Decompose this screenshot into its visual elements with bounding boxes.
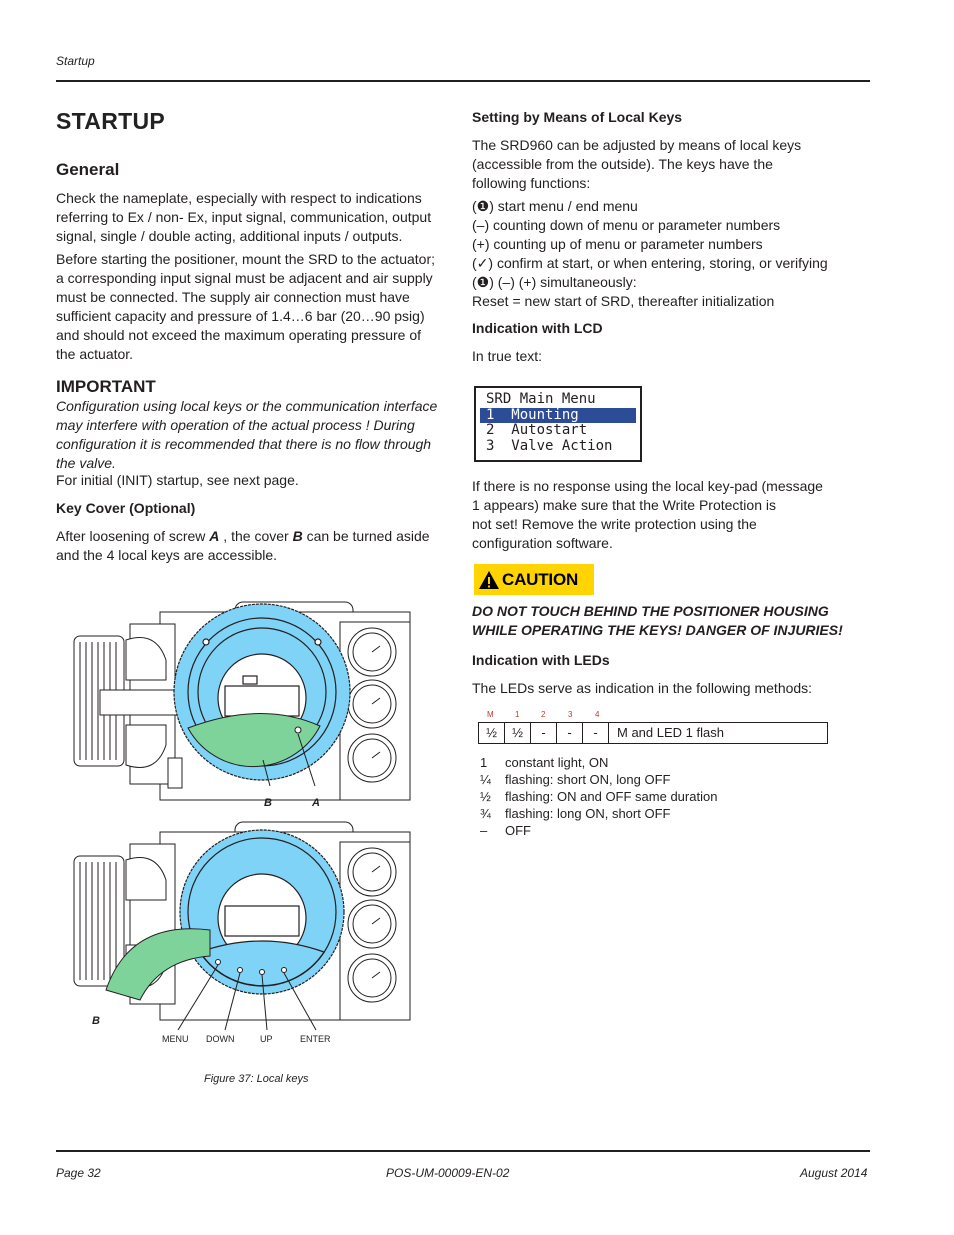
led-cell-m: ½: [479, 723, 505, 743]
page-number: Page 32: [56, 1166, 101, 1180]
lcd-after-text: If there is no response using the local key-pad (message 1 appears) make sure that the Write Protection is not set! Remove the write protection using the configuration software.: [472, 478, 823, 551]
important-heading: IMPORTANT: [56, 377, 156, 396]
lcd-heading: Indication with LCD: [472, 320, 603, 336]
led-legend: [480, 754, 717, 839]
running-header: Startup: [56, 54, 95, 68]
enter-key-icon: [282, 968, 287, 973]
led-header-2: 2: [541, 710, 546, 719]
local-keys-heading: Setting by Means of Local Keys: [472, 109, 683, 125]
general-heading: General: [56, 160, 120, 179]
led-cell-2: -: [531, 723, 557, 743]
key-cover-heading: Key Cover (Optional): [56, 500, 196, 516]
local-keys-intro: The SRD960 can be adjusted by means of local keys (accessible from the outside). The keys have the following functions:: [472, 137, 802, 191]
led-intro: The LEDs serve as indication in the following methods:: [472, 680, 813, 696]
lcd-line-valve-action: 3 Valve Action: [486, 437, 613, 454]
lcd-line-autostart: 2 Autostart: [486, 422, 588, 439]
label-b-top: B: [264, 797, 272, 809]
menu-key-icon: [216, 960, 221, 965]
legend-row: ¾ flashing: long ON, short OFF: [480, 806, 671, 821]
led-header-1: 1: [515, 710, 520, 719]
key-label-up: UP: [260, 1034, 273, 1044]
led-heading: Indication with LEDs: [472, 652, 610, 668]
document-id: POS-UM-00009-EN-02: [386, 1166, 510, 1180]
legend-row: ¼ flashing: short ON, long OFF: [480, 772, 671, 787]
init-note: For initial (INIT) startup, see next page.: [56, 472, 299, 488]
led-row-description: M and LED 1 flash: [617, 725, 724, 740]
led-state-table: [478, 722, 828, 744]
key-label-down: DOWN: [206, 1034, 235, 1044]
legend-row: 1 constant light, ON: [480, 755, 609, 770]
screw-a-icon: [295, 727, 301, 733]
figure-caption: Figure 37: Local keys: [204, 1073, 309, 1085]
general-paragraph-2: Before starting the positioner, mount the SRD to the actuator; a corresponding input signal must be adjacent and air supply must be connected. The supply air connection must have sufficient capacity and pressure of 1.4…6 bar (20…90 psig) and should not exceed the maximum operating pressure of the actuator.: [56, 251, 435, 362]
general-paragraph-1: Check the nameplate, especially with respect to indications referring to Ex / non- Ex, input signal, communication, output signal, single / double acting, additional inputs / outputs.: [56, 190, 432, 244]
header-rule: [56, 80, 870, 82]
led-header-m: M: [487, 710, 494, 719]
warning-triangle-icon: [478, 570, 500, 590]
legend-row: – OFF: [480, 823, 531, 838]
led-cell-1: ½: [505, 723, 531, 743]
page-title: STARTUP: [56, 108, 166, 134]
caution-banner: [474, 564, 594, 595]
key-functions-list: (❶) start menu / end menu (–) counting down of menu or parameter numbers (+) counting up of menu or parameter numbers (✓) confirm at start, or when entering, storing, or verifying (❶) (–) (+) simultaneously: Reset = new start of SRD, thereafter initialization: [472, 198, 828, 309]
caution-label: CAUTION: [502, 569, 579, 589]
publication-date: August 2014: [800, 1166, 868, 1180]
led-cell-4: -: [583, 723, 609, 743]
led-header-4: 4: [595, 710, 600, 719]
lcd-line-title: SRD Main Menu: [486, 391, 596, 407]
up-key-icon: [260, 970, 265, 975]
key-cover-paragraph: After loosening of screw A , the cover B can be turned aside and the 4 local keys are accessible.: [56, 528, 430, 563]
led-header-3: 3: [568, 710, 573, 719]
label-b-bottom: B: [92, 1015, 100, 1027]
label-a-top: A: [312, 797, 320, 809]
lcd-intro: In true text:: [472, 348, 543, 364]
legend-row: ½ flashing: ON and OFF same duration: [480, 789, 718, 804]
danger-warning: DO NOT TOUCH BEHIND THE POSITIONER HOUSING WHILE OPERATING THE KEYS! DANGER OF INJURIES!: [472, 603, 843, 638]
footer-rule: [56, 1150, 870, 1152]
lcd-display: [474, 386, 642, 462]
local-keys-figure: [60, 590, 460, 1050]
key-label-enter: ENTER: [300, 1034, 331, 1044]
down-key-icon: [238, 968, 243, 973]
important-text: Configuration using local keys or the communication interface may interfere with operation of the actual process ! During configuration it is recommended that there is no flow through the valve.: [56, 398, 438, 471]
led-cell-3: -: [557, 723, 583, 743]
key-label-menu: MENU: [162, 1034, 189, 1044]
lcd-line-mounting: 1 Mounting: [480, 408, 636, 424]
